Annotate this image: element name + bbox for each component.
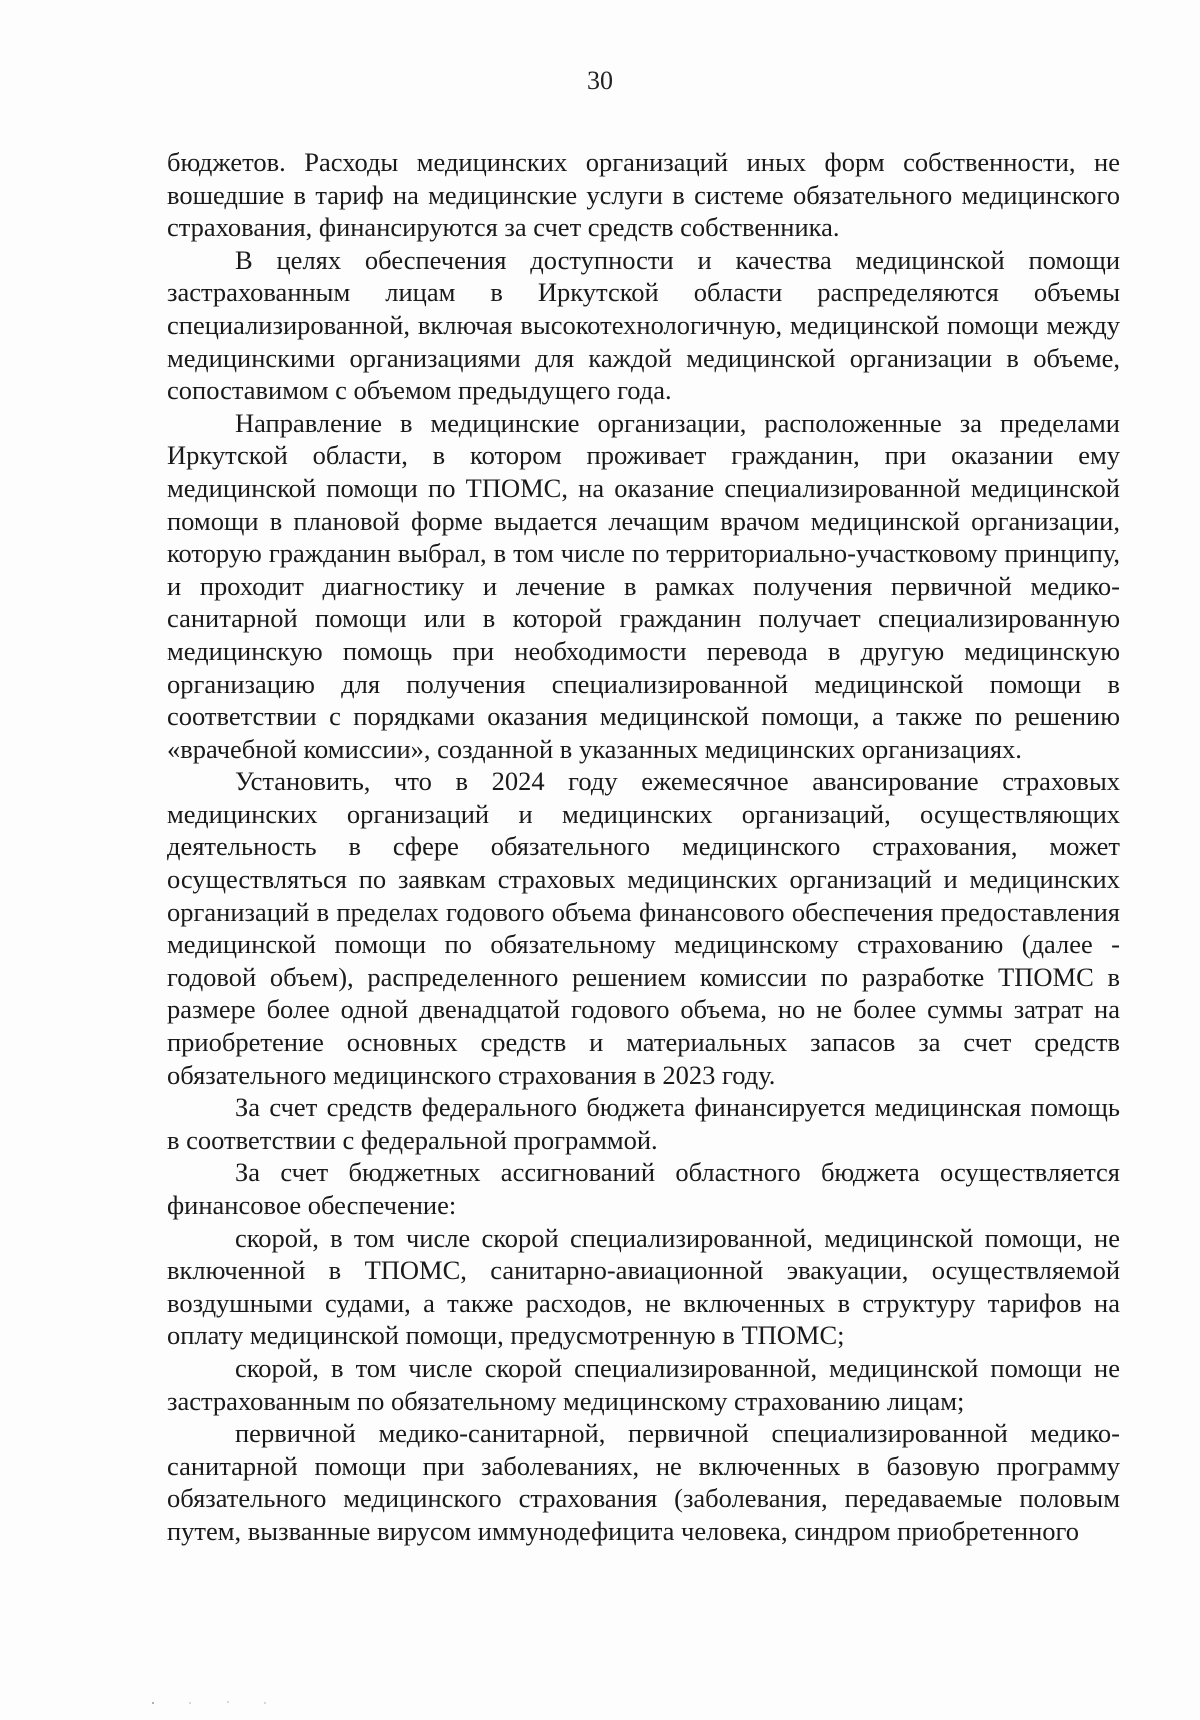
paragraph: За счет средств федерального бюджета финансируется медицинская помощь в соответствии с федеральной программой. [167,1092,1120,1155]
paragraph: В целях обеспечения доступности и качества медицинской помощи застрахованным лицам в Иркутской области распределяются объемы специализированной, включая высокотехнологичную, медицинской помощи между медицинскими организациями для каждой медицинской организации в объеме, сопоставимом с объемом предыдущего года. [167,244,1120,406]
paragraph: Направление в медицинские организации, расположенные за пределами Иркутской области, в котором проживает гражданин, при оказании ему медицинской помощи по ТПОМС, на оказание специализированной медицинской помощи в плановой форме выдается лечащим врачом медицинской организации, которую гражданин выбрал, в том числе по территориально-участковому принципу, и проходит диагностику и лечение в рамках получения первичной медико-санитарной помощи или в которой гражданин получает специализированную медицинскую помощь при необходимости перевода в другую медицинскую организацию для получения специализированной медицинской помощи в соответствии с порядками оказания медицинской помощи, а также по решению «врачебной комиссии», созданной в указанных медицинских организациях. [167,407,1120,764]
document-body [167,146,1120,1548]
paragraph: За счет бюджетных ассигнований областного бюджета осуществляется финансовое обеспечение: [167,1157,1120,1220]
paragraph-continuation: бюджетов. Расходы медицинских организаций иных форм собственности, не вошедшие в тариф на медицинские услуги в системе обязательного медицинского страхования, финансируются за счет средств собственника. [167,147,1120,243]
list-paragraph: скорой, в том числе скорой специализированной, медицинской помощи не застрахованным по обязательному медицинскому страхованию лицам; [167,1352,1120,1416]
list-paragraph: скорой, в том числе скорой специализированной, медицинской помощи, не включенной в ТПОМС, санитарно-авиационной эвакуации, осуществляемой воздушными судами, а также расходов, не включенных в структуру тарифов на оплату медицинской помощи, предусмотренную в ТПОМС; [167,1222,1120,1351]
paragraph: Установить, что в 2024 году ежемесячное авансирование страховых медицинских организаций и медицинских организаций, осуществляющих деятельность в сфере обязательного медицинского страхования, может осуществляться по заявкам страховых медицинских организаций и медицинских организаций в пределах годового объема финансового обеспечения предоставления медицинской помощи по обязательному медицинскому страхованию (далее - годовой объем), распределенного решением комиссии по разработке ТПОМС в размере более одной двенадцатой годового объема, но не более суммы затрат на приобретение основных средств и материальных запасов за счет средств обязательного медицинского страхования в 2023 году. [167,766,1120,1090]
scan-specks [150,1700,350,1706]
list-paragraph: первичной медико-санитарной, первичной специализированной медико-санитарной помощи при заболеваниях, не включенных в базовую программу обязательного медицинского страхования (заболевания, передаваемые половым путем, вызванные вирусом иммунодефицита человека, синдром приобретенного [167,1418,1120,1546]
page-number: 30 [587,66,613,95]
